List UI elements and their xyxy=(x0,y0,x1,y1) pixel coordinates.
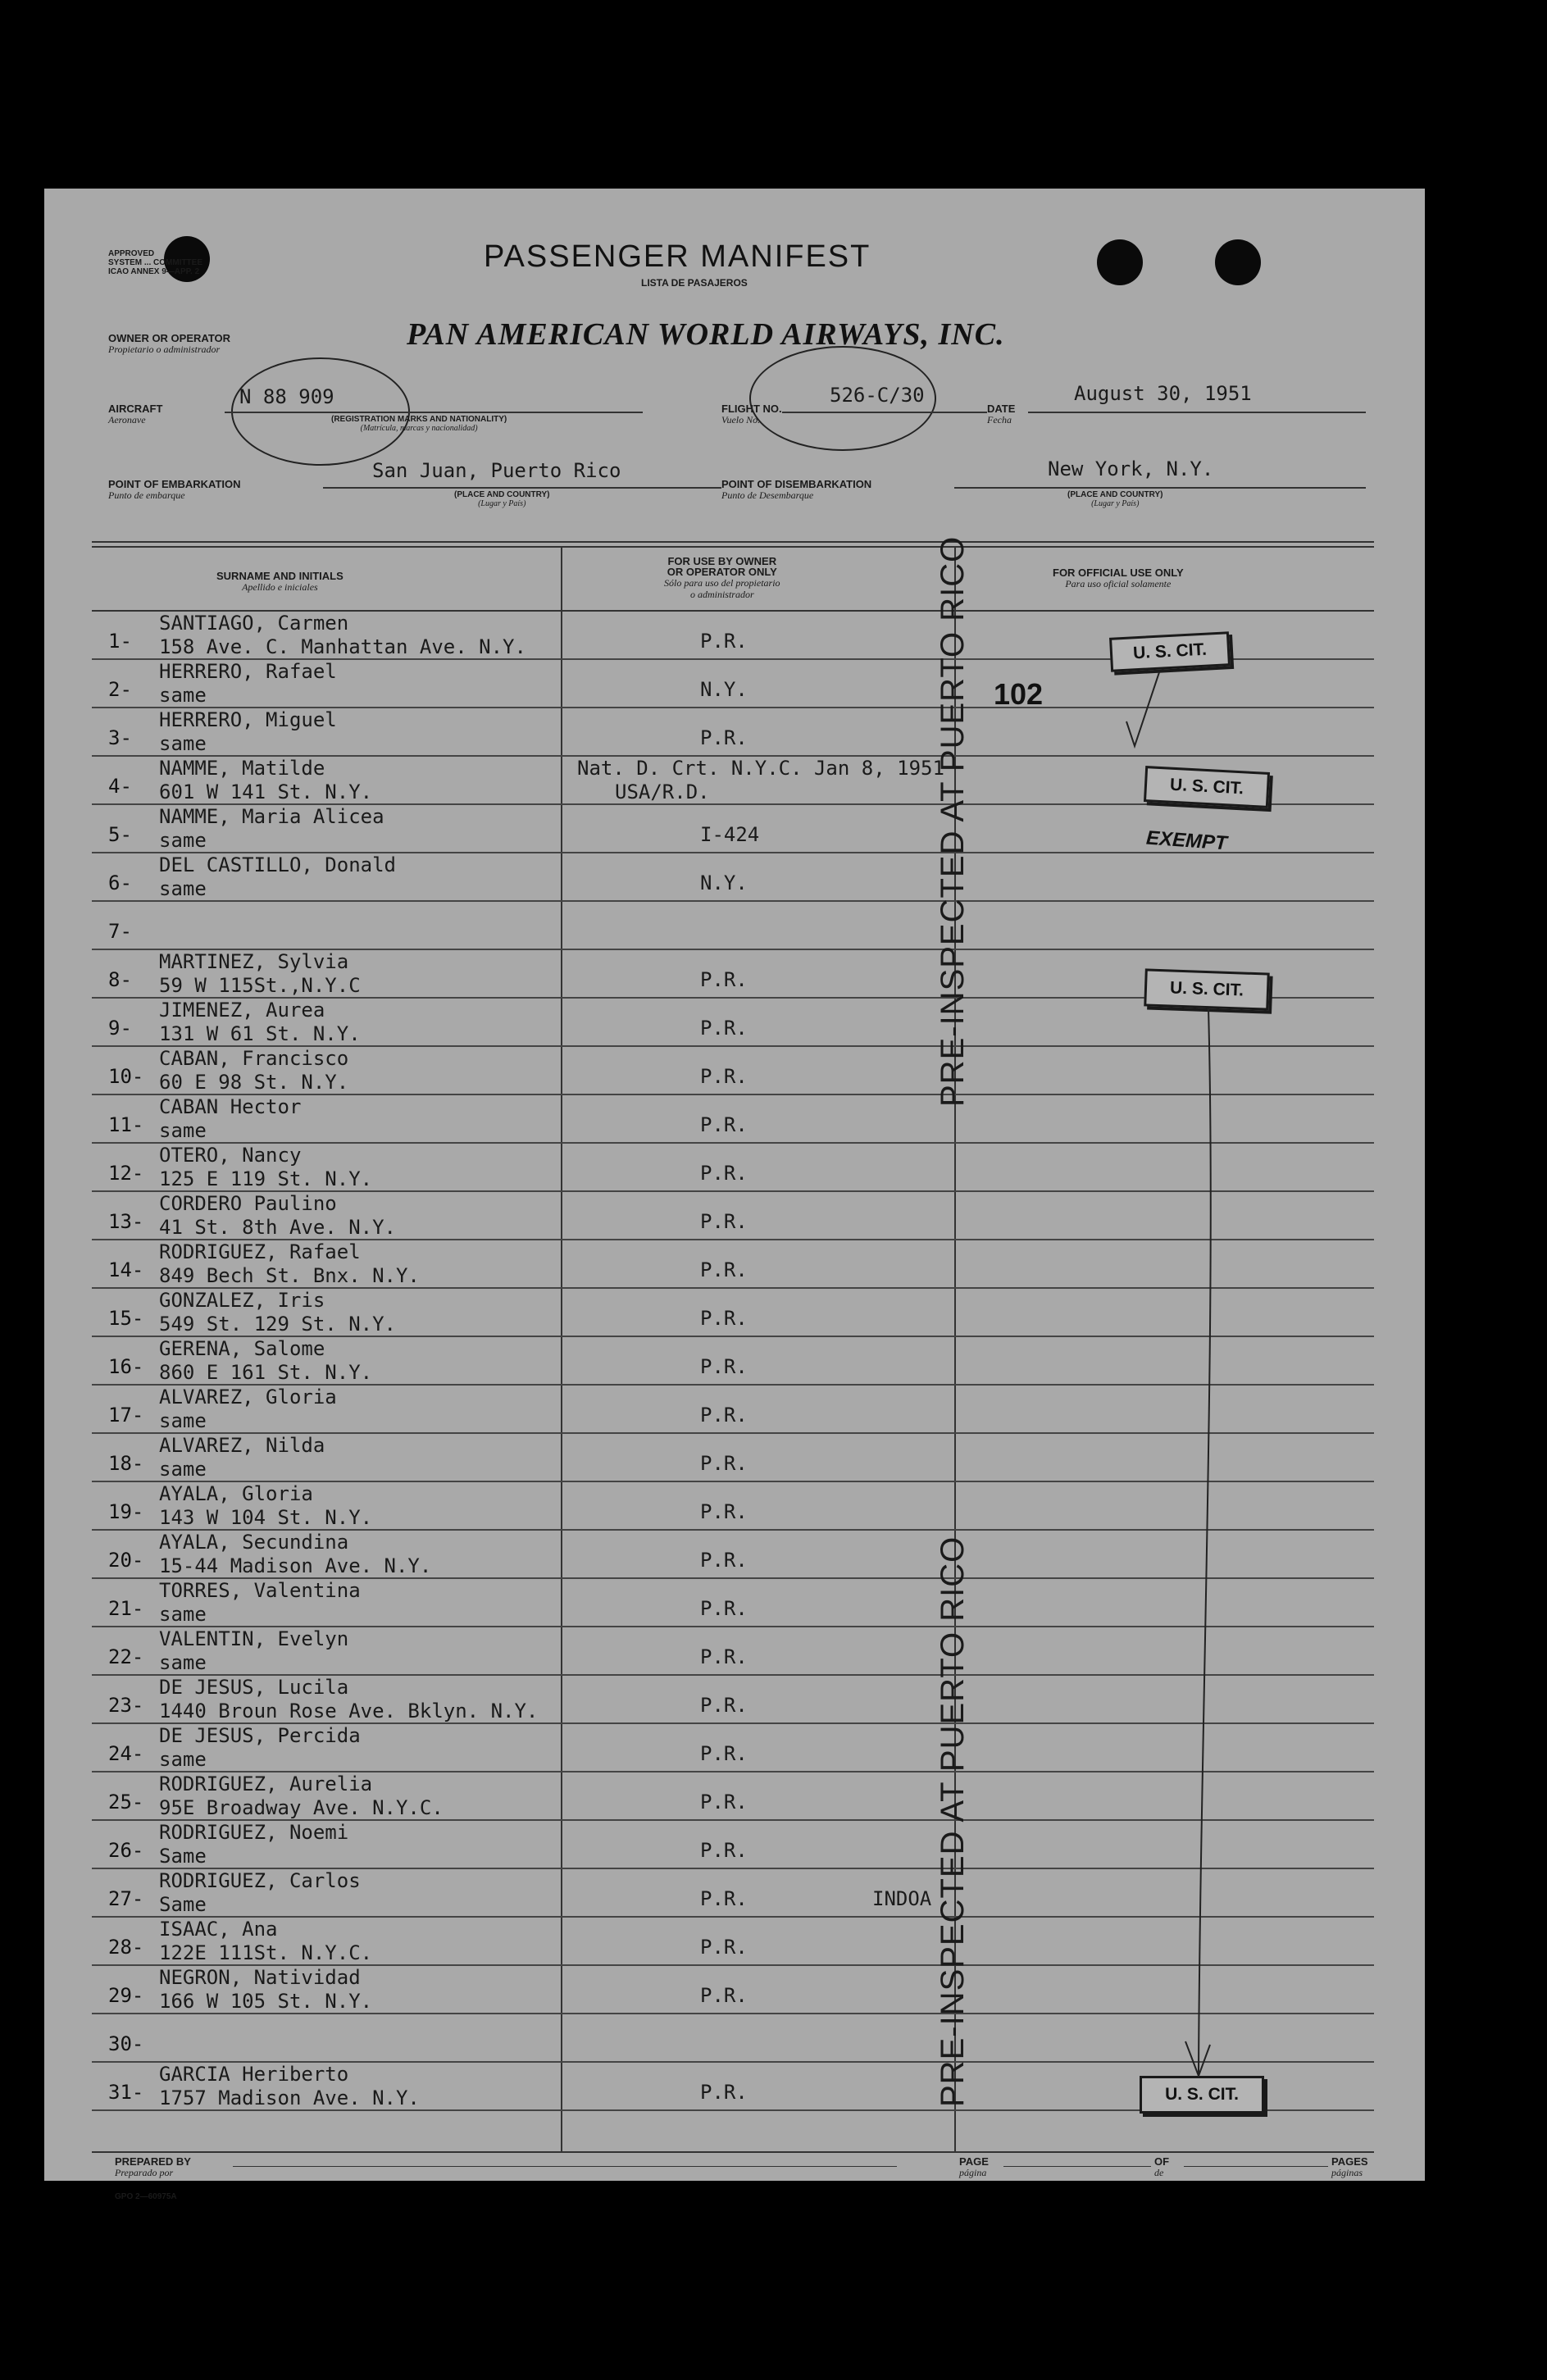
row-number: 14- xyxy=(108,1258,144,1281)
passenger-address: same xyxy=(159,732,207,755)
passenger-name: NEGRON, Natividad xyxy=(159,1966,361,1989)
operator-note: I-424 xyxy=(700,823,760,846)
passenger-address: 601 W 141 St. N.Y. xyxy=(159,780,373,803)
row-number: 6- xyxy=(108,871,132,894)
prepared-by-label: PREPARED BY Preparado por xyxy=(115,2155,191,2178)
operator-note: P.R. xyxy=(700,1162,748,1185)
aircraft-value: N 88 909 xyxy=(239,385,334,408)
operator-note: P.R. xyxy=(700,1742,748,1765)
row-number: 29- xyxy=(108,1984,144,2007)
row-number: 17- xyxy=(108,1404,144,1427)
operator-note: P.R. xyxy=(700,1307,748,1330)
passenger-address: 1440 Broun Rose Ave. Bklyn. N.Y. xyxy=(159,1700,539,1722)
passenger-address: 60 E 98 St. N.Y. xyxy=(159,1071,349,1094)
passenger-address: 143 W 104 St. N.Y. xyxy=(159,1506,373,1529)
row-number: 28- xyxy=(108,1936,144,1959)
operator-note: P.R. xyxy=(700,1355,748,1378)
row-number: 1- xyxy=(108,630,132,653)
row-number: 20- xyxy=(108,1549,144,1572)
row-number: 13- xyxy=(108,1210,144,1233)
row-number: 25- xyxy=(108,1791,144,1813)
row-number: 5- xyxy=(108,823,132,846)
passenger-name: RODRIGUEZ, Rafael xyxy=(159,1240,361,1263)
row-number: 30- xyxy=(108,2032,144,2055)
passenger-name: NAMME, Maria Alicea xyxy=(159,805,384,828)
operator-note: P.R. xyxy=(700,1887,748,1910)
operator-note: P.R. xyxy=(700,1404,748,1427)
column-header-owner-use: FOR USE BY OWNER OR OPERATOR ONLY Sólo para uso del propietario o administrador xyxy=(664,555,780,600)
passenger-name: RODRIGUEZ, Aurelia xyxy=(159,1772,373,1795)
operator-note: P.R. xyxy=(700,1597,748,1620)
passenger-name: ALVAREZ, Gloria xyxy=(159,1386,337,1408)
operator-note: P.R. xyxy=(700,1549,748,1572)
row-number: 7- xyxy=(108,920,132,943)
passenger-name: GARCIA Heriberto xyxy=(159,2063,349,2086)
operator-note: P.R. xyxy=(700,1452,748,1475)
passenger-address: same xyxy=(159,877,207,900)
operator-note: N.Y. xyxy=(700,871,748,894)
operator-note: P.R. xyxy=(700,1500,748,1523)
operator-note: P.R. xyxy=(700,2081,748,2104)
row-number: 31- xyxy=(108,2081,144,2104)
column-header-official: FOR OFFICIAL USE ONLY Para uso oficial solamente xyxy=(1053,567,1184,589)
row-number: 4- xyxy=(108,775,132,798)
flight-value: 526-C/30 xyxy=(830,384,925,407)
operator-note: P.R. xyxy=(700,630,748,653)
passenger-address: 549 St. 129 St. N.Y. xyxy=(159,1313,396,1336)
row-number: 18- xyxy=(108,1452,144,1475)
passenger-address: 166 W 105 St. N.Y. xyxy=(159,1990,373,2013)
passenger-address: 860 E 161 St. N.Y. xyxy=(159,1361,373,1384)
operator-note-2: USA/R.D. xyxy=(615,780,710,803)
row-number: 12- xyxy=(108,1162,144,1185)
row-number: 19- xyxy=(108,1500,144,1523)
approval-line: APPROVED xyxy=(108,249,155,258)
passenger-address: 158 Ave. C. Manhattan Ave. N.Y. xyxy=(159,635,526,658)
row-number: 2- xyxy=(108,678,132,701)
passenger-address: same xyxy=(159,1651,207,1674)
passenger-address: 125 E 119 St. N.Y. xyxy=(159,1167,373,1190)
passenger-address: same xyxy=(159,684,207,707)
passenger-address: 1757 Madison Ave. N.Y. xyxy=(159,2086,420,2109)
passenger-name: SANTIAGO, Carmen xyxy=(159,612,349,635)
row-number: 8- xyxy=(108,968,132,991)
punch-hole xyxy=(1215,239,1261,285)
operator-note: Nat. D. Crt. N.Y.C. Jan 8, 1951 xyxy=(577,757,944,780)
operator-note: P.R. xyxy=(700,1065,748,1088)
passenger-count: 102 xyxy=(994,677,1044,711)
date-value: August 30, 1951 xyxy=(1074,382,1252,405)
passenger-name: JIMENEZ, Aurea xyxy=(159,999,325,1022)
passenger-name: CABAN Hector xyxy=(159,1095,302,1118)
operator-note: P.R. xyxy=(700,1839,748,1862)
passenger-address: 95E Broadway Ave. N.Y.C. xyxy=(159,1796,444,1819)
of-label: OF de xyxy=(1154,2155,1170,2178)
page-title-es: LISTA DE PASAJEROS xyxy=(641,277,748,289)
operator-note: P.R. xyxy=(700,1210,748,1233)
passenger-name: DE JESUS, Lucila xyxy=(159,1676,349,1699)
owner-label: OWNER OR OPERATOR Propietario o administrador xyxy=(108,332,231,355)
us-citizen-stamp: U. S. CIT. xyxy=(1140,2076,1264,2114)
passenger-name: TORRES, Valentina xyxy=(159,1579,361,1602)
passenger-name: HERRERO, Rafael xyxy=(159,660,337,683)
embark-label: POINT OF EMBARKATION Punto de embarque xyxy=(108,478,241,501)
passenger-address: same xyxy=(159,1119,207,1142)
row-number: 22- xyxy=(108,1645,144,1668)
us-citizen-stamp: U. S. CIT. xyxy=(1109,631,1231,672)
passenger-address: 122E 111St. N.Y.C. xyxy=(159,1941,373,1964)
passenger-name: AYALA, Secundina xyxy=(159,1531,349,1554)
passenger-name: NAMME, Matilde xyxy=(159,757,325,780)
passenger-name: DE JESUS, Percida xyxy=(159,1724,361,1747)
us-citizen-stamp: U. S. CIT. xyxy=(1144,968,1270,1010)
pencil-marks xyxy=(1012,664,1258,2091)
operator-note-extra: INDOA xyxy=(872,1887,932,1910)
passenger-address: 849 Bech St. Bnx. N.Y. xyxy=(159,1264,420,1287)
passenger-name: HERRERO, Miguel xyxy=(159,708,337,731)
row-number: 27- xyxy=(108,1887,144,1910)
operator-note: P.R. xyxy=(700,1791,748,1813)
pre-inspected-stamp: PRE-INSPECTED AT PUERTO RICO xyxy=(935,535,971,1107)
aircraft-caption: (REGISTRATION MARKS AND NATIONALITY) (Matrícula, marcas y nacionalidad) xyxy=(331,415,507,433)
passenger-address: same xyxy=(159,1603,207,1626)
operator-note: P.R. xyxy=(700,1113,748,1136)
exempt-stamp: EXEMPT xyxy=(1145,826,1228,855)
passenger-address: same xyxy=(159,1409,207,1432)
passenger-address: 131 W 61 St. N.Y. xyxy=(159,1022,361,1045)
operator-note: P.R. xyxy=(700,1984,748,2007)
column-header-surname: SURNAME AND INITIALS Apellido e iniciales xyxy=(216,570,344,593)
passenger-address: 15-44 Madison Ave. N.Y. xyxy=(159,1554,432,1577)
passenger-name: RODRIGUEZ, Noemi xyxy=(159,1821,349,1844)
row-number: 16- xyxy=(108,1355,144,1378)
passenger-name: CORDERO Paulino xyxy=(159,1192,337,1215)
operator-note: P.R. xyxy=(700,726,748,749)
passenger-address: 59 W 115St.,N.Y.C xyxy=(159,974,361,997)
passenger-name: OTERO, Nancy xyxy=(159,1144,302,1167)
passenger-name: CABAN, Francisco xyxy=(159,1047,349,1070)
disembark-label: POINT OF DISEMBARKATION Punto de Desembarque xyxy=(721,478,872,501)
passenger-name: AYALA, Gloria xyxy=(159,1482,313,1505)
operator-note: P.R. xyxy=(700,1645,748,1668)
passenger-name: VALENTIN, Evelyn xyxy=(159,1627,349,1650)
pages-label: PAGES páginas xyxy=(1331,2155,1368,2178)
passenger-address: same xyxy=(159,1748,207,1771)
disembark-value: New York, N.Y. xyxy=(1048,457,1214,480)
date-label: DATE Fecha xyxy=(987,403,1016,425)
approval-line: ICAO ANNEX 9—APP. 2 xyxy=(108,267,200,276)
row-number: 21- xyxy=(108,1597,144,1620)
passenger-address: 41 St. 8th Ave. N.Y. xyxy=(159,1216,396,1239)
us-citizen-stamp: U. S. CIT. xyxy=(1144,766,1270,808)
passenger-name: ISAAC, Ana xyxy=(159,1918,278,1941)
row-number: 3- xyxy=(108,726,132,749)
operator-note: P.R. xyxy=(700,1694,748,1717)
row-number: 26- xyxy=(108,1839,144,1862)
passenger-name: GONZALEZ, Iris xyxy=(159,1289,325,1312)
operator-note: N.Y. xyxy=(700,678,748,701)
passenger-address: Same xyxy=(159,1893,207,1916)
aircraft-label: AIRCRAFT Aeronave xyxy=(108,403,163,425)
passenger-name: MARTINEZ, Sylvia xyxy=(159,950,349,973)
operator-note: P.R. xyxy=(700,1936,748,1959)
passenger-address: same xyxy=(159,829,207,852)
embark-value: San Juan, Puerto Rico xyxy=(372,459,621,482)
row-number: 24- xyxy=(108,1742,144,1765)
flight-label: FLIGHT NO. Vuelo No. xyxy=(721,403,782,425)
operator-note: P.R. xyxy=(700,1017,748,1040)
page-title: PASSENGER MANIFEST xyxy=(484,239,871,274)
passenger-address: same xyxy=(159,1458,207,1481)
approval-line: SYSTEM ... COMMITTEE xyxy=(108,258,203,267)
passenger-name: GERENA, Salome xyxy=(159,1337,325,1360)
row-number: 23- xyxy=(108,1694,144,1717)
passenger-name: DEL CASTILLO, Donald xyxy=(159,853,396,876)
airline-name: PAN AMERICAN WORLD AIRWAYS, INC. xyxy=(407,317,1005,352)
manifest-sheet xyxy=(44,189,1425,2201)
row-number: 15- xyxy=(108,1307,144,1330)
form-number: GPO 2—60975A xyxy=(115,2192,177,2201)
approval-block xyxy=(108,249,202,276)
embark-caption: (PLACE AND COUNTRY) (Lugar y País) xyxy=(454,490,550,508)
disembark-caption: (PLACE AND COUNTRY) (Lugar y País) xyxy=(1067,490,1163,508)
punch-hole xyxy=(1097,239,1143,285)
pre-inspected-stamp: PRE-INSPECTED AT PUERTO RICO xyxy=(935,1536,971,2107)
operator-note: P.R. xyxy=(700,968,748,991)
operator-note: P.R. xyxy=(700,1258,748,1281)
page-label: PAGE página xyxy=(959,2155,989,2178)
row-number: 11- xyxy=(108,1113,144,1136)
row-number: 10- xyxy=(108,1065,144,1088)
row-number: 9- xyxy=(108,1017,132,1040)
passenger-name: RODRIGUEZ, Carlos xyxy=(159,1869,361,1892)
passenger-address: Same xyxy=(159,1845,207,1868)
passenger-name: ALVAREZ, Nilda xyxy=(159,1434,325,1457)
